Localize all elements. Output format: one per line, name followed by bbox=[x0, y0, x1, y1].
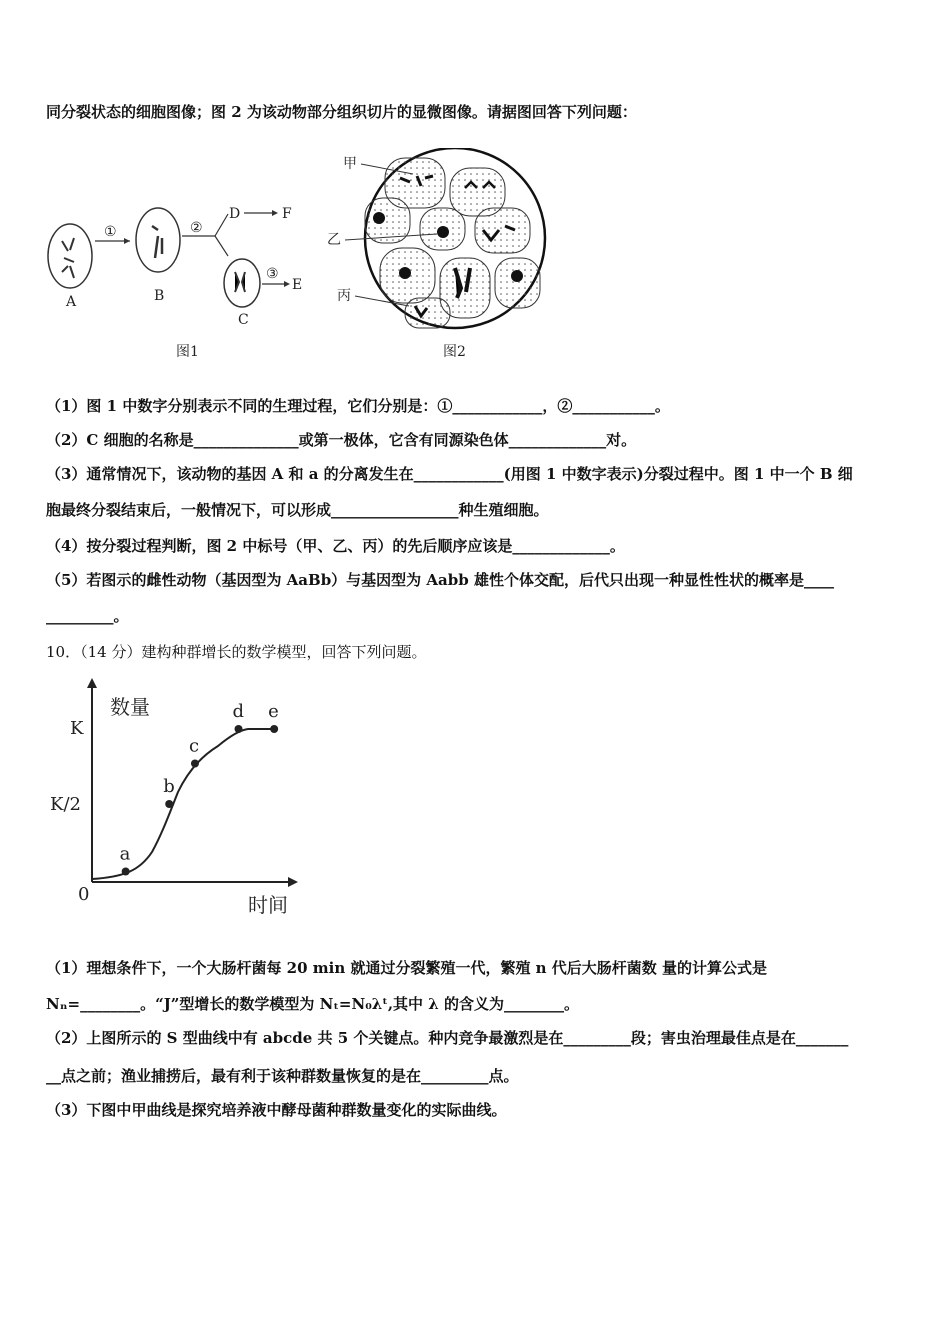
label-d: D bbox=[229, 206, 241, 222]
y-tick-k: K bbox=[70, 718, 84, 739]
x-axis-label: 时间 bbox=[248, 893, 288, 917]
cell-b-drawing bbox=[136, 208, 180, 272]
label-yi: 乙 bbox=[327, 232, 341, 248]
figure-2-caption: 图2 bbox=[443, 344, 466, 360]
label-jia: 甲 bbox=[343, 156, 357, 172]
q10-line-4: __点之前；渔业捕捞后，最有利于该种群数量恢复的是在_________点。 bbox=[46, 1067, 519, 1085]
label-e: E bbox=[292, 277, 303, 293]
y-axis-label: 数量 bbox=[110, 695, 150, 719]
micrograph bbox=[365, 148, 545, 328]
curve-point-c bbox=[191, 760, 199, 768]
origin-label: 0 bbox=[78, 884, 90, 905]
q10-line-2: Nₙ=________。“J”型增长的数学模型为 Nₜ=N₀λᵗ,其中 λ 的含义为________。 bbox=[46, 995, 580, 1013]
label-f: F bbox=[282, 206, 292, 222]
figure-2 bbox=[325, 148, 555, 366]
label-a: A bbox=[66, 294, 77, 310]
curve-point-label-a: a bbox=[119, 843, 131, 865]
q10-line-3: （2）上图所示的 S 型曲线中有 abcde 共 5 个关键点。种内竞争最激烈是在_________段；害虫治理最佳点是在_______ bbox=[46, 1029, 849, 1047]
q9-line-7: _________。 bbox=[46, 607, 129, 625]
cell-a-drawing bbox=[48, 224, 92, 288]
curve-point-label-d: d bbox=[232, 701, 245, 722]
curve-point-label-c: c bbox=[188, 735, 200, 757]
step-3: ③ bbox=[266, 266, 279, 282]
curve-point-label-e: e bbox=[268, 701, 279, 722]
step-2: ② bbox=[190, 220, 203, 236]
curve-point-label-b: b bbox=[163, 776, 175, 797]
label-bing: 丙 bbox=[337, 288, 351, 304]
label-b: B bbox=[154, 288, 165, 304]
q9-line-3: （3）通常情况下，该动物的基因 A 和 a 的分离发生在____________(用图 1 中数字表示)分裂过程中。图 1 中一个 B 细 bbox=[46, 465, 853, 483]
q9-line-4: 胞最终分裂结束后，一般情况下，可以形成_________________种生殖细胞。 bbox=[46, 501, 549, 519]
q10-header: 10．（14 分）建构种群增长的数学模型，回答下列问题。 bbox=[46, 643, 427, 661]
figure-1-caption: 图1 bbox=[176, 344, 199, 360]
figure-1 bbox=[40, 196, 320, 366]
step-1: ① bbox=[104, 224, 117, 240]
y-tick-k-half: K/2 bbox=[50, 794, 81, 815]
curve-point-a bbox=[122, 868, 130, 876]
cell-c-drawing bbox=[224, 259, 260, 307]
s-curve-chart bbox=[40, 672, 310, 922]
intro-text: 同分裂状态的细胞图像；图 2 为该动物部分组织切片的显微图像。请据图回答下列问题： bbox=[46, 103, 637, 121]
q9-line-2: （2）C 细胞的名称是______________或第一极体，它含有同源染色体_____________对。 bbox=[46, 431, 637, 449]
curve-point-d bbox=[235, 725, 243, 733]
q9-line-5: （4）按分裂过程判断，图 2 中标号（甲、乙、丙）的先后顺序应该是_____________。 bbox=[46, 537, 625, 555]
curve-point-b bbox=[165, 800, 173, 808]
curve-point-e bbox=[270, 725, 278, 733]
q9-line-6: （5）若图示的雌性动物（基因型为 AaBb）与基因型为 Aabb 雄性个体交配，后代只出现一种显性性状的概率是____ bbox=[46, 571, 834, 589]
q9-line-1: （1）图 1 中数字分别表示不同的生理过程，它们分别是：①____________，②___________。 bbox=[46, 397, 670, 415]
q10-line-1: （1）理想条件下，一个大肠杆菌每 20 min 就通过分裂繁殖一代，繁殖 n 代后大肠杆菌数 量的计算公式是 bbox=[46, 959, 768, 977]
q10-line-5: （3）下图中甲曲线是探究培养液中酵母菌种群数量变化的实际曲线。 bbox=[46, 1101, 507, 1119]
label-c: C bbox=[238, 312, 249, 328]
